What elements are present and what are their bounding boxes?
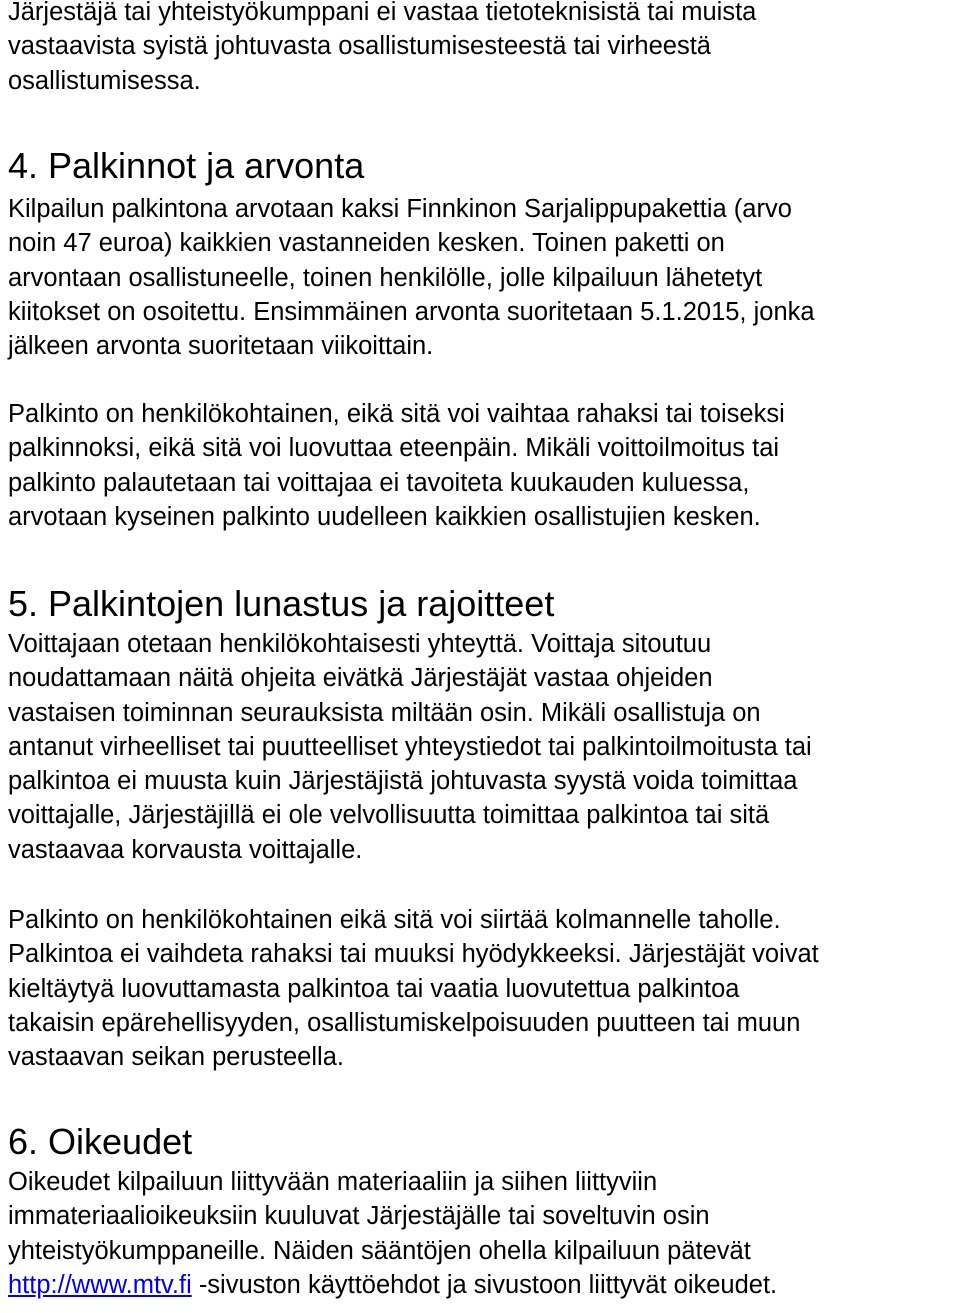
- text-line: vastaavaa korvausta voittajalle.: [8, 835, 363, 864]
- intro-paragraph: [8, 0, 756, 98]
- text-line: Oikeudet kilpailuun liittyvään materiaaliin ja siihen liittyviin: [8, 1168, 658, 1196]
- text-line: yhteistyökumppaneille. Näiden sääntöjen ohella kilpailuun pätevät: [8, 1236, 751, 1265]
- text-line: vastaisen toiminnan seurauksista miltään osin. Mikäli osallistuja on: [8, 698, 761, 727]
- text-line: kiitokset on osoitettu. Ensimmäinen arvonta suoritetaan 5.1.2015, jonka: [8, 297, 815, 326]
- text-line: palkinnoksi, eikä sitä voi luovuttaa eteenpäin. Mikäli voittoilmoitus tai: [8, 434, 780, 463]
- text-line: vastaavan seikan perusteella.: [8, 1043, 344, 1072]
- section-heading-6: 6. Oikeudet: [8, 1121, 193, 1162]
- section-6-paragraph-1: [8, 1165, 777, 1302]
- section-heading-5: 5. Palkintojen lunastus ja rajoitteet: [8, 583, 555, 624]
- text-line: arvontaan osallistuneelle, toinen henkilölle, jolle kilpailuun lähetetyt: [8, 263, 763, 292]
- text-line: noin 47 euroa) kaikkien vastanneiden kesken. Toinen paketti on: [8, 229, 725, 258]
- text-line: vastaavista syistä johtuvasta osallistumisesteestä tai virheestä: [8, 32, 711, 61]
- text-line: antanut virheelliset tai puutteelliset yhteystiedot tai palkintoilmoitusta tai: [8, 732, 812, 761]
- text-line: arvotaan kyseinen palkinto uudelleen kaikkien osallistujien kesken.: [8, 502, 761, 531]
- text-line: Kilpailun palkintona arvotaan kaksi Finnkinon Sarjalippupakettia (arvo: [8, 195, 792, 223]
- text-line: Palkinto on henkilökohtainen eikä sitä voi siirtää kolmannelle taholle.: [8, 906, 781, 934]
- text-line: noudattamaan näitä ohjeita eivätkä Järjestäjät vastaa ohjeiden: [8, 664, 713, 693]
- text-line: Järjestäjä tai yhteistyökumppani ei vastaa tietoteknisistä tai muista: [8, 0, 757, 26]
- section-5-paragraph-2: [8, 903, 819, 1074]
- text-line: osallistumisessa.: [8, 66, 201, 95]
- text-line: jälkeen arvonta suoritetaan viikoittain.: [8, 332, 434, 361]
- text-line: voittajalle, Järjestäjillä ei ole velvollisuutta toimittaa palkintoa tai sitä: [8, 801, 770, 830]
- section-5-paragraph-1: [8, 627, 812, 867]
- section-heading-4: 4. Palkinnot ja arvonta: [8, 145, 365, 186]
- section-4-paragraph-1: [8, 192, 815, 363]
- text-line: Voittajaan otetaan henkilökohtaisesti yhteyttä. Voittaja sitoutuu: [8, 630, 712, 658]
- text-line: palkintoa ei muusta kuin Järjestäjistä johtuvasta syystä voida toimittaa: [8, 767, 798, 796]
- mtv-website-link[interactable]: http://www.mtv.fi: [8, 1270, 192, 1299]
- text-line: Palkintoa ei vaihdeta rahaksi tai muuksi hyödykkeeksi. Järjestäjät voivat: [8, 940, 819, 969]
- text-line: immateriaalioikeuksiin kuuluvat Järjestäjälle tai soveltuvin osin: [8, 1202, 710, 1231]
- link-trailing-text: -sivuston käyttöehdot ja sivustoon liittyvät oikeudet.: [191, 1270, 778, 1299]
- text-line: takaisin epärehellisyyden, osallistumiskelpoisuuden puutteen tai muun: [8, 1008, 801, 1037]
- text-line-with-link: [8, 1268, 777, 1302]
- text-line: Palkinto on henkilökohtainen, eikä sitä voi vaihtaa rahaksi tai toiseksi: [8, 400, 785, 428]
- text-line: palkinto palautetaan tai voittajaa ei tavoiteta kuukauden kuluessa,: [8, 468, 750, 497]
- section-4-paragraph-2: [8, 397, 785, 534]
- text-line: kieltäytyä luovuttamasta palkintoa tai vaatia luovutettua palkintoa: [8, 974, 740, 1003]
